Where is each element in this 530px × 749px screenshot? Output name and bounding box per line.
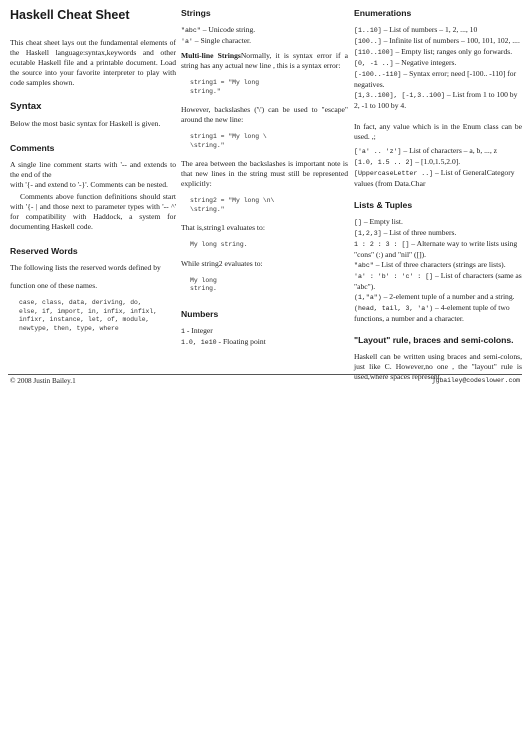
string-code-1	[190, 79, 348, 96]
syntax-text: Below the most basic syntax for Haskell is given.	[10, 119, 161, 128]
column-right	[354, 8, 522, 390]
inline-code: [110..100]	[354, 49, 394, 56]
inline-text: – [1.0,1.5,2.0].	[413, 157, 461, 166]
comments-paragraph-2: Comments above function definitions should start with '{- | and those next to parameter types with '-- ^' for compatibility with Haddock, a system for documenting Haskell code.	[10, 192, 176, 231]
footer-divider	[8, 374, 522, 375]
inline-code: "abc"	[181, 27, 201, 34]
enum-item	[354, 168, 522, 189]
list-item	[354, 228, 522, 239]
list-item	[354, 217, 522, 228]
string-code-5	[190, 277, 348, 294]
comments-paragraph-1: A single line comment starts with '-- and extends to the end of the	[10, 160, 176, 179]
layout-rule-heading: "Layout" rule, braces and semi-colons.	[354, 335, 514, 345]
backslash-paragraph: However, backslashes ('\') can be used to "escape" around the new line:	[181, 105, 348, 124]
numbers-heading: Numbers	[181, 308, 219, 319]
inline-text: – Negative integers.	[393, 58, 457, 67]
inline-text: – 2-element tuple of a number and a string.	[381, 292, 515, 301]
column-left	[10, 8, 176, 342]
inline-code: ['a' .. 'z']	[354, 148, 402, 155]
lists-tuples-heading: Lists & Tuples	[354, 200, 413, 210]
enum-item	[354, 157, 522, 168]
inline-text: – Infinite list of numbers – 100, 101, 102, ....	[381, 36, 520, 45]
code-line: infixr, instance, let, of, module,	[19, 316, 150, 323]
code-line: My long	[190, 276, 217, 284]
enum-item	[354, 58, 522, 69]
intro-paragraph: This cheat sheet lays out the fundamental elements of the Haskell language:syntax,keywords and other ecutable Haskell file and a printable document. Load the source into your favorite interpreter to play with code samples shown.	[10, 38, 176, 87]
code-line: case, class, data, deriving, do,	[19, 299, 142, 306]
inline-code: 1	[181, 327, 185, 335]
code-line: My long string.	[190, 241, 248, 248]
inline-code: 'a' : 'b' : 'c' : []	[354, 273, 434, 280]
string-code-4	[190, 241, 348, 250]
syntax-heading: Syntax	[10, 101, 42, 112]
inline-text: - Floating point	[216, 336, 266, 346]
inline-text: – 4-element tuple of two functions, a number and a character.	[354, 303, 510, 323]
multiline-strings-paragraph	[181, 51, 348, 71]
inline-code: 'a'	[181, 38, 193, 45]
enumerations-heading: Enumerations	[354, 8, 412, 18]
strings-heading: Strings	[181, 8, 211, 18]
code-line: string1 = "My long	[190, 79, 260, 86]
enum-item	[354, 146, 522, 157]
inline-code: []	[354, 219, 362, 226]
inline-code: [0, -1 ..]	[354, 60, 394, 67]
footer-copyright: © 2008 Justin Bailey.1	[10, 377, 76, 385]
inline-text: – Alternate way to write lists using "cons" (:) and "nil" ([]).	[354, 239, 518, 259]
inline-code: [1,3..100], [-1,3..100]	[354, 92, 446, 99]
layout-rule-text: Haskell can be written using braces and semi-colons, just like C. However,no one , the "layout" rule is used,where spaces represent	[354, 352, 522, 381]
list-item	[354, 260, 522, 271]
inline-text: – Empty list; ranges only go forwards.	[393, 47, 513, 56]
code-line: \string."	[190, 141, 225, 149]
inline-text: – List of three numbers.	[381, 228, 457, 237]
inline-text: – List of numbers – 1, 2, ..., 10	[381, 25, 478, 34]
inline-code: "abc"	[354, 262, 374, 269]
code-line: string.	[190, 285, 217, 292]
inline-text: – List from 1 to 100 by 2, -1 to 100 by 4.	[354, 90, 518, 110]
strings-line-1	[181, 25, 348, 36]
multiline-text: Normally, it is syntax error if a string has any actual new line , this is a syntax error:	[181, 51, 348, 70]
inline-text: – List of three characters (strings are lists).	[373, 260, 506, 269]
inline-code: 1 : 2 : 3 : []	[354, 241, 410, 248]
column-middle	[181, 8, 348, 348]
code-line: \string."	[190, 205, 225, 213]
string-code-3	[190, 197, 348, 214]
inline-code: [1,2,3]	[354, 230, 382, 237]
inline-text: - Integer	[184, 325, 213, 335]
numbers-line-1	[181, 326, 348, 337]
inline-text: – Single character.	[192, 36, 252, 45]
reserved-words-paragraph-2: function one of these names.	[10, 281, 98, 290]
list-item	[354, 303, 522, 324]
enum-item	[354, 69, 522, 90]
comments-heading: Comments	[10, 143, 55, 153]
reserved-words-code	[19, 299, 176, 333]
code-line: string2 = "My long \n\	[190, 197, 275, 204]
enum-fact-text: In fact, any value which is in the Enum class can be used. ,;	[354, 122, 522, 141]
inline-text: – List of characters (same as "abc").	[354, 271, 522, 291]
comments-paragraph-1b: with '{- and extend to '-}'. Comments can be nested.	[10, 180, 168, 189]
inline-text: – Empty list.	[361, 217, 403, 226]
code-line: else, if, import, in, infix, infixl,	[19, 307, 158, 315]
inline-code: [UppercaseLetter ..]	[354, 170, 434, 177]
enum-item	[354, 90, 522, 111]
enum-item	[354, 25, 522, 36]
enum-item	[354, 36, 522, 47]
numbers-line-2	[181, 337, 348, 348]
string-code-2	[190, 133, 348, 150]
footer-email: jgbailey@codeslower.com	[431, 377, 520, 384]
code-line: string."	[190, 87, 221, 95]
while-text: While string2 evaluates to:	[181, 258, 263, 268]
that-is-text: That is,string1 evaluates to:	[181, 223, 265, 232]
page-title: Haskell Cheat Sheet	[10, 8, 130, 22]
inline-code: [1.0, 1.5 .. 2]	[354, 159, 414, 166]
inline-text: – Unicode string.	[200, 25, 256, 34]
reserved-words-heading: Reserved Words	[10, 246, 78, 256]
inline-code: [1..10]	[354, 27, 382, 34]
code-line: newtype, then, type, where	[19, 324, 119, 332]
enum-item	[354, 47, 522, 58]
list-item	[354, 292, 522, 303]
code-line: string1 = "My long \	[190, 133, 267, 140]
list-item	[354, 271, 522, 292]
inline-text: – List of characters – a, b, ..., z	[401, 146, 498, 155]
inline-code: (head, tail, 3, 'a')	[354, 305, 434, 312]
inline-code: [-100..-110]	[354, 71, 402, 78]
list-item	[354, 239, 522, 260]
inline-code: (1,"a")	[354, 294, 382, 301]
reserved-words-paragraph-1: The following lists the reserved words defined by	[10, 263, 161, 272]
inline-code: 1.0, 1e10	[181, 338, 217, 346]
multiline-label: Multi-line Strings	[181, 51, 241, 60]
inline-text: – Syntax error; need [-100.. -110] for negatives.	[354, 69, 517, 89]
between-backslashes-paragraph: The area between the backslashes is important note is that new lines in the string must still be represented explicitly:	[181, 159, 348, 188]
inline-code: [100..]	[354, 38, 382, 45]
inline-text: – List of GeneralCategory values (from Data.Char	[354, 168, 515, 188]
strings-line-2	[181, 36, 348, 47]
